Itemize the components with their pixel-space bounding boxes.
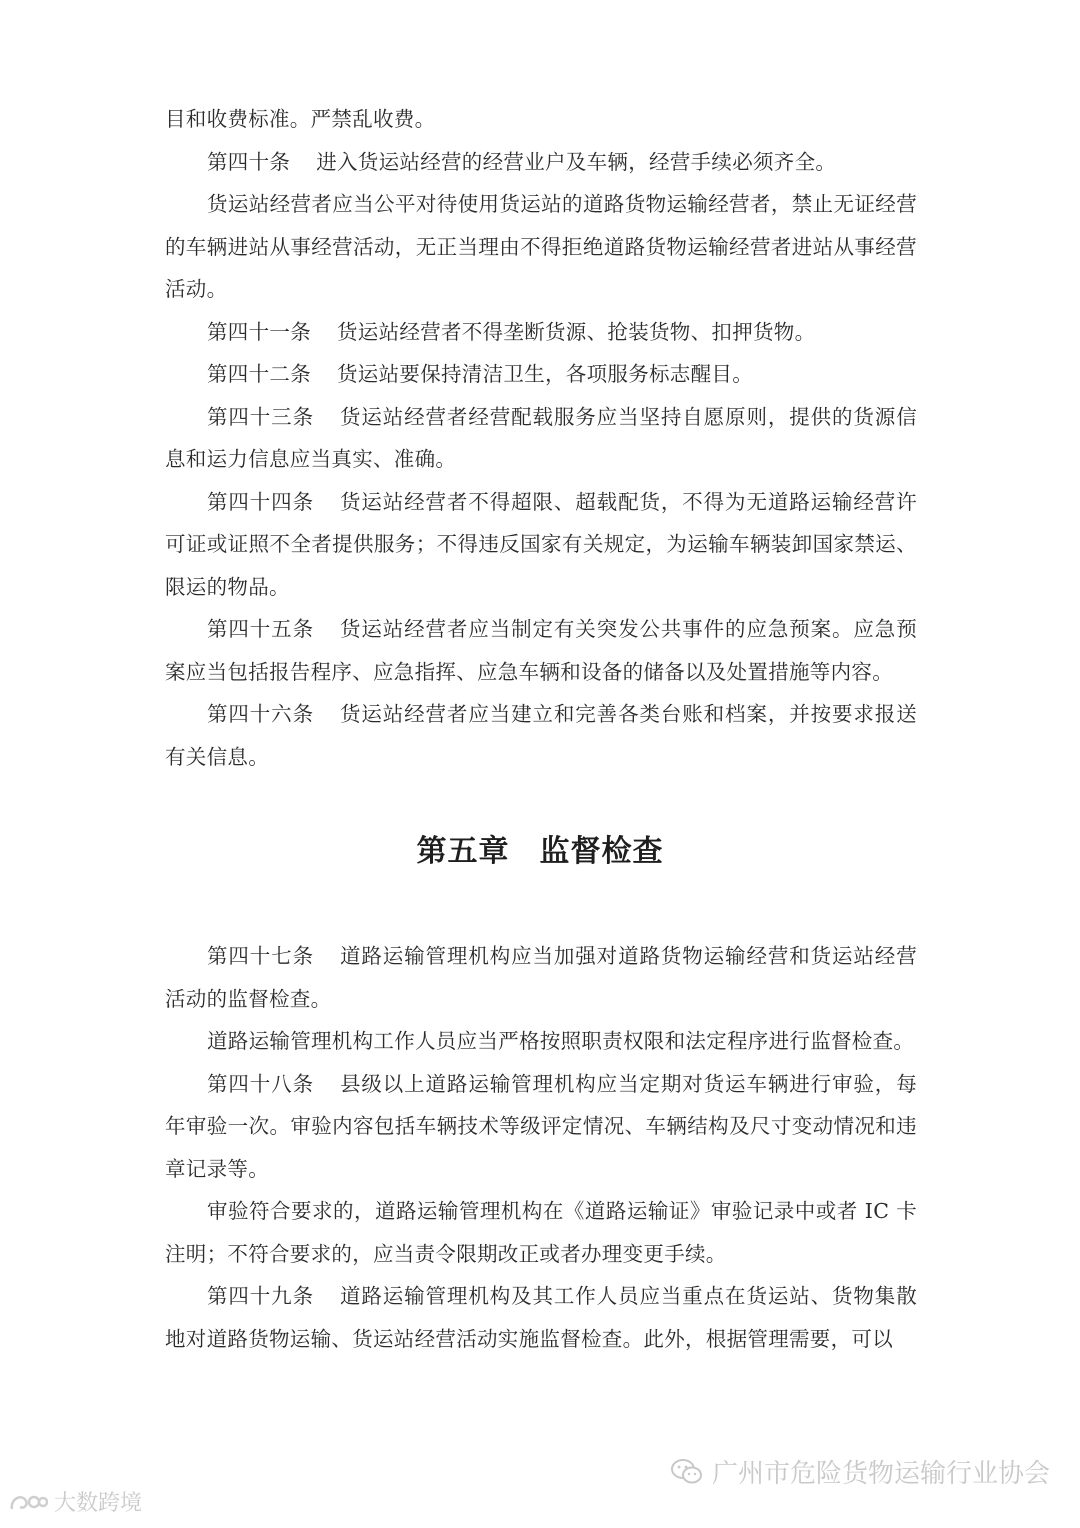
article-text: 货运站要保持清洁卫生，各项服务标志醒目。 bbox=[337, 362, 753, 386]
paragraph: 货运站经营者应当公平对待使用货运站的道路货物运输经营者，禁止无证经营的车辆进站从事经营活动，无正当理由不得拒绝道路货物运输经营者进站从事经营活动。 bbox=[165, 192, 917, 301]
article-number: 第四十九条 bbox=[207, 1284, 314, 1308]
article-number: 第四十八条 bbox=[207, 1071, 314, 1096]
article-48 bbox=[165, 1063, 917, 1191]
article-text: 进入货运站经营的经营业户及车辆，经营手续必须齐全。 bbox=[316, 149, 837, 174]
article-number: 第四十一条 bbox=[207, 319, 311, 344]
watermark-right-text: 广州市危险货物运输行业协会 bbox=[711, 1459, 1050, 1489]
chapter-number: 第五章 bbox=[416, 834, 510, 869]
article-number: 第四十六条 bbox=[207, 702, 314, 726]
article-number: 第四十四条 bbox=[207, 489, 314, 514]
article-number: 第四十七条 bbox=[207, 944, 314, 968]
brand-logo-icon bbox=[8, 1489, 48, 1515]
article-46 bbox=[165, 693, 917, 778]
watermark-left bbox=[8, 1486, 142, 1517]
watermark-left-text: 大数跨境 bbox=[54, 1491, 143, 1516]
article-text: 县级以上道路运输管理机构应当定期对货运车辆进行审验，每年审验一次。审验内容包括车辆技术等级评定情况、车辆结构及尺寸变动情况和违章记录等。 bbox=[165, 1071, 917, 1181]
wechat-icon bbox=[670, 1457, 704, 1487]
article-text: 道路运输管理机构及其工作人员应当重点在货运站、货物集散地对道路货物运输、货运站经营活动实施监督检查。此外，根据管理需要，可以 bbox=[165, 1284, 917, 1351]
article-number: 第四十三条 bbox=[207, 404, 314, 429]
paragraph: 审验符合要求的，道路运输管理机构在《道路运输证》审验记录中或者 IC 卡注明；不符合要求的，应当责令限期改正或者办理变更手续。 bbox=[165, 1199, 917, 1266]
watermark-right bbox=[670, 1453, 1050, 1490]
article-47 bbox=[165, 935, 917, 1020]
article-44 bbox=[165, 481, 917, 609]
article-43 bbox=[165, 396, 917, 481]
article-42 bbox=[165, 353, 917, 396]
article-45 bbox=[165, 608, 917, 693]
document-section-2 bbox=[165, 935, 917, 1360]
paragraph: 目和收费标准。严禁乱收费。 bbox=[165, 107, 436, 131]
article-text: 货运站经营者应当建立和完善各类台账和档案，并按要求报送有关信息。 bbox=[165, 702, 917, 769]
article-text: 货运站经营者应当制定有关突发公共事件的应急预案。应急预案应当包括报告程序、应急指挥、应急车辆和设备的储备以及处置措施等内容。 bbox=[165, 617, 917, 684]
paragraph: 道路运输管理机构工作人员应当严格按照职责权限和法定程序进行监督检查。 bbox=[207, 1029, 915, 1053]
article-number: 第四十五条 bbox=[207, 617, 314, 641]
article-text: 道路运输管理机构应当加强对道路货物运输经营和货运站经营活动的监督检查。 bbox=[165, 944, 917, 1011]
article-number: 第四十二条 bbox=[207, 362, 311, 386]
chapter-heading bbox=[0, 826, 1080, 870]
article-text: 货运站经营者经营配载服务应当坚持自愿原则，提供的货源信息和运力信息应当真实、准确。 bbox=[165, 404, 917, 471]
article-number: 第四十条 bbox=[207, 149, 291, 174]
chapter-title: 监督检查 bbox=[539, 834, 664, 869]
article-41 bbox=[165, 311, 917, 354]
article-text: 货运站经营者不得垄断货源、抢装货物、扣押货物。 bbox=[337, 319, 816, 344]
document-section-1 bbox=[165, 98, 917, 778]
article-text: 货运站经营者不得超限、超载配货，不得为无道路运输经营许可证或证照不全者提供服务；不得违反国家有关规定，为运输车辆装卸国家禁运、限运的物品。 bbox=[165, 489, 917, 599]
article-49 bbox=[165, 1275, 917, 1360]
article-40 bbox=[165, 141, 917, 184]
